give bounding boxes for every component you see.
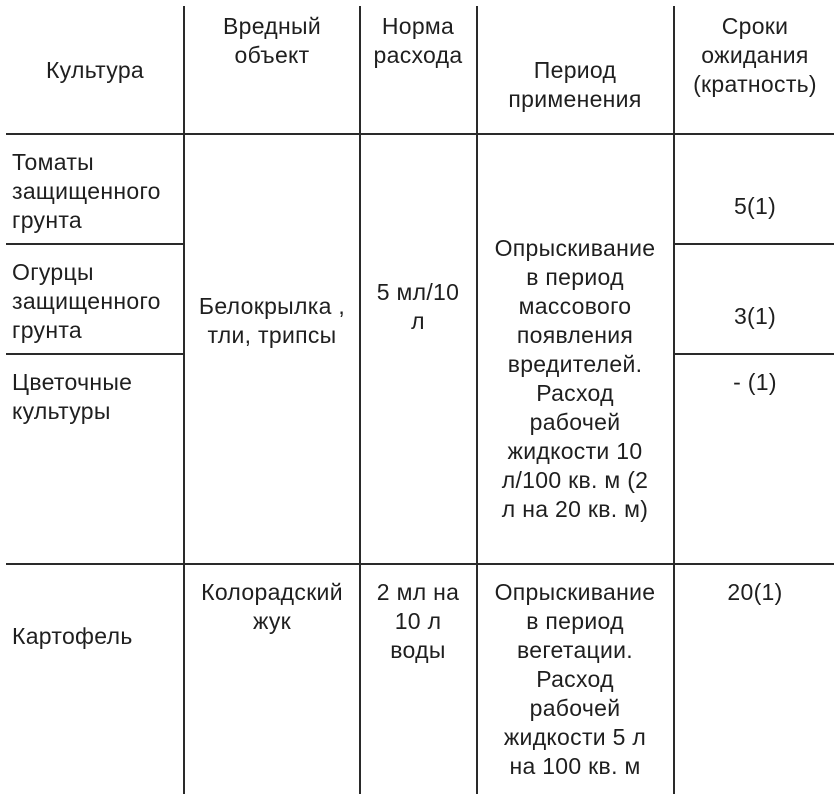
row-culture-tomatoes: Томаты защищенного грунта bbox=[12, 149, 161, 233]
section-divider bbox=[6, 563, 834, 565]
row-culture-flowers: Цветочные культуры bbox=[12, 369, 133, 424]
group1-period: Опрыскивание в период массового появления вредителей. Расход рабочей жидкости 10 л/100 кв. м (2 л на 20 кв. м) bbox=[494, 235, 656, 522]
potato-culture: Картофель bbox=[12, 623, 133, 649]
potato-rate: 2 мл на 10 л воды bbox=[376, 579, 460, 663]
column-divider bbox=[476, 6, 478, 794]
column-divider bbox=[359, 6, 361, 794]
potato-waiting: 20(1) bbox=[727, 579, 783, 605]
header-waiting: Сроки ожидания (кратность) bbox=[693, 13, 817, 97]
header-pest: Вредный объект bbox=[222, 13, 322, 68]
group1-pest: Белокрылка , тли, трипсы bbox=[198, 293, 346, 348]
header-period: Период применения bbox=[508, 57, 642, 112]
header-culture: Культура bbox=[45, 57, 145, 83]
column-divider bbox=[673, 6, 675, 794]
row-divider bbox=[6, 353, 184, 355]
potato-period: Опрыскивание в период вегетации. Расход рабочей жидкости 5 л на 100 кв. м bbox=[494, 579, 656, 779]
header-rate: Норма расхода bbox=[373, 13, 463, 68]
column-divider bbox=[183, 6, 185, 794]
group1-rate: 5 мл/10 л bbox=[376, 279, 460, 334]
row-waiting-tomatoes: 5(1) bbox=[733, 193, 777, 219]
row-culture-cucumbers: Огурцы защищенного грунта bbox=[12, 259, 161, 343]
row-waiting-cucumbers: 3(1) bbox=[733, 303, 777, 329]
row-waiting-flowers: - (1) bbox=[733, 369, 777, 395]
row-divider bbox=[6, 243, 184, 245]
row-divider bbox=[673, 243, 834, 245]
potato-pest: Колорадский жук bbox=[201, 579, 343, 634]
header-divider bbox=[6, 133, 834, 135]
row-divider bbox=[673, 353, 834, 355]
